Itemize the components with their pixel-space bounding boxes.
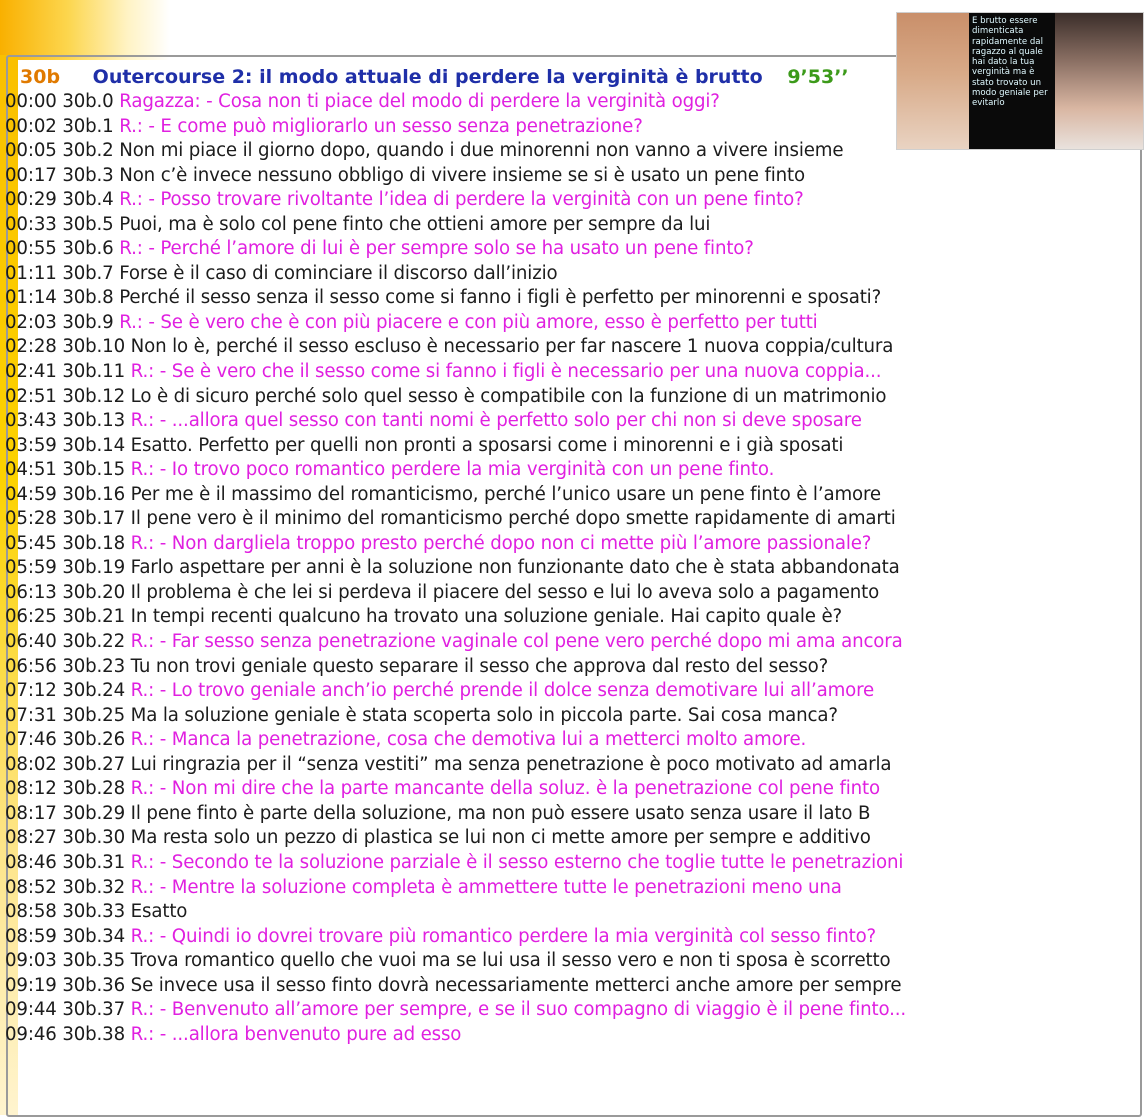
line-timestamp: 05:28 bbox=[5, 508, 57, 530]
line-text: R.: - Posso trovare rivoltante l’idea di perdere la verginità con un pene finto? bbox=[119, 189, 804, 211]
line-id: 30b.9 bbox=[62, 311, 114, 333]
transcript-line bbox=[5, 483, 1135, 508]
line-timestamp: 05:59 bbox=[5, 557, 57, 579]
line-timestamp: 03:43 bbox=[5, 410, 57, 432]
line-timestamp: 08:46 bbox=[5, 851, 57, 873]
section-code: 30b bbox=[20, 66, 61, 88]
line-text: Trova romantico quello che vuoi ma se lui usa il sesso vero e non ti sposa è scorretto bbox=[130, 950, 891, 972]
line-text: R.: - Far sesso senza penetrazione vaginale col pene vero perché dopo mi ama ancora bbox=[130, 631, 903, 653]
line-id: 30b.18 bbox=[62, 532, 126, 554]
transcript-list bbox=[5, 90, 1135, 1047]
transcript-line bbox=[5, 1023, 1135, 1048]
line-id: 30b.0 bbox=[62, 91, 114, 112]
transcript-line bbox=[5, 974, 1135, 999]
line-timestamp: 08:59 bbox=[5, 925, 57, 947]
line-id: 30b.22 bbox=[62, 631, 126, 653]
line-timestamp: 01:11 bbox=[5, 262, 57, 284]
line-timestamp: 08:58 bbox=[5, 901, 57, 923]
line-timestamp: 06:13 bbox=[5, 581, 57, 603]
transcript-line bbox=[5, 728, 1135, 753]
line-text: Ma resta solo un pezzo di plastica se lui non ci mette amore per sempre e additivo bbox=[130, 827, 871, 849]
line-id: 30b.38 bbox=[62, 1023, 126, 1045]
transcript-line bbox=[5, 262, 1135, 287]
line-id: 30b.20 bbox=[62, 581, 126, 603]
transcript-line bbox=[5, 998, 1135, 1023]
line-timestamp: 08:17 bbox=[5, 802, 57, 824]
line-id: 30b.12 bbox=[62, 385, 126, 407]
transcript-line bbox=[5, 876, 1135, 901]
line-text: Forse è il caso di cominciare il discorso dall’inizio bbox=[119, 262, 558, 284]
line-timestamp: 00:55 bbox=[5, 238, 57, 260]
line-text: Esatto bbox=[130, 901, 188, 923]
line-timestamp: 06:40 bbox=[5, 631, 57, 653]
line-text: Lo è di sicuro perché solo quel sesso è compatibile con la funzione di un matrimonio bbox=[130, 385, 887, 407]
transcript-line bbox=[5, 851, 1135, 876]
line-id: 30b.25 bbox=[62, 704, 126, 726]
transcript-line bbox=[5, 753, 1135, 778]
line-id: 30b.24 bbox=[62, 680, 126, 702]
line-timestamp: 07:12 bbox=[5, 680, 57, 702]
line-text: R.: - Non dargliela troppo presto perché dopo non ci mette più l’amore passionale? bbox=[130, 532, 872, 554]
line-timestamp: 09:03 bbox=[5, 950, 57, 972]
line-id: 30b.19 bbox=[62, 557, 126, 579]
transcript-line bbox=[5, 335, 1135, 360]
line-id: 30b.3 bbox=[62, 164, 114, 186]
line-text: Il pene vero è il minimo del romanticismo perché dopo smette rapidamente di amarti bbox=[130, 508, 896, 530]
line-id: 30b.31 bbox=[62, 851, 126, 873]
line-timestamp: 00:00 bbox=[5, 91, 57, 112]
line-timestamp: 09:46 bbox=[5, 1023, 57, 1045]
line-text: Ragazza: - Cosa non ti piace del modo di perdere la verginità oggi? bbox=[119, 91, 720, 112]
line-text: R.: - Se è vero che è con più piacere e con più amore, esso è perfetto per tutti bbox=[119, 311, 818, 333]
line-text: R.: - Se è vero che il sesso come si fanno i figli è necessario per una nuova coppia... bbox=[130, 361, 882, 383]
line-id: 30b.15 bbox=[62, 459, 126, 481]
transcript-line bbox=[5, 213, 1135, 238]
line-id: 30b.21 bbox=[62, 606, 126, 628]
thumbnail-caption: E brutto essere dimenticata rapidamente dal ragazzo al quale hai dato la tua verginità ma è stato trovato un modo geniale per evitarlo bbox=[969, 13, 1055, 149]
line-id: 30b.33 bbox=[62, 901, 126, 923]
line-id: 30b.4 bbox=[62, 189, 114, 211]
line-text: Per me è il massimo del romanticismo, perché l’unico usare un pene finto è l’amore bbox=[130, 483, 881, 505]
line-text: In tempi recenti qualcuno ha trovato una soluzione geniale. Hai capito quale è? bbox=[130, 606, 843, 628]
line-timestamp: 03:59 bbox=[5, 434, 57, 456]
line-timestamp: 07:31 bbox=[5, 704, 57, 726]
line-timestamp: 08:27 bbox=[5, 827, 57, 849]
line-text: R.: - Io trovo poco romantico perdere la mia verginità con un pene finto. bbox=[130, 459, 775, 481]
line-text: Non lo è, perché il sesso escluso è necessario per far nascere 1 nuova coppia/cultura bbox=[130, 336, 894, 358]
line-id: 30b.13 bbox=[62, 410, 126, 432]
transcript-line bbox=[5, 556, 1135, 581]
transcript-line bbox=[5, 115, 1135, 140]
line-id: 30b.5 bbox=[62, 213, 114, 235]
line-id: 30b.30 bbox=[62, 827, 126, 849]
line-timestamp: 04:51 bbox=[5, 459, 57, 481]
line-id: 30b.23 bbox=[62, 655, 126, 677]
transcript-line bbox=[5, 434, 1135, 459]
line-timestamp: 05:45 bbox=[5, 532, 57, 554]
transcript-line bbox=[5, 286, 1135, 311]
line-text: Il problema è che lei si perdeva il piacere del sesso e lui lo aveva solo a pagamento bbox=[130, 581, 880, 603]
transcript-line bbox=[5, 802, 1135, 827]
transcript-line bbox=[5, 949, 1135, 974]
line-text: Lui ringrazia per il “senza vestiti” ma senza penetrazione è poco motivato ad amarla bbox=[130, 753, 892, 775]
line-timestamp: 00:02 bbox=[5, 115, 57, 137]
line-text: Tu non trovi geniale questo separare il sesso che approva dal resto del sesso? bbox=[130, 655, 829, 677]
line-id: 30b.26 bbox=[62, 729, 126, 751]
line-text: Farlo aspettare per anni è la soluzione non funzionante dato che è stata abbandonata bbox=[130, 557, 900, 579]
line-text: Il pene finto è parte della soluzione, ma non può essere usato senza usare il lato B bbox=[130, 802, 871, 824]
line-timestamp: 00:29 bbox=[5, 189, 57, 211]
line-text: Se invece usa il sesso finto dovrà necessariamente metterci anche amore per sempre bbox=[130, 974, 902, 996]
transcript-line bbox=[5, 164, 1135, 189]
line-id: 30b.35 bbox=[62, 950, 126, 972]
line-id: 30b.2 bbox=[62, 140, 114, 162]
line-text: Non mi piace il giorno dopo, quando i due minorenni non vanno a vivere insieme bbox=[119, 140, 844, 162]
transcript-line bbox=[5, 532, 1135, 557]
transcript-line bbox=[5, 581, 1135, 606]
line-text: Non c’è invece nessuno obbligo di vivere insieme se si è usato un pene finto bbox=[119, 164, 805, 186]
line-id: 30b.16 bbox=[62, 483, 126, 505]
line-timestamp: 00:05 bbox=[5, 140, 57, 162]
line-id: 30b.29 bbox=[62, 802, 126, 824]
transcript-line bbox=[5, 925, 1135, 950]
line-text: Esatto. Perfetto per quelli non pronti a sposarsi come i minorenni e i già sposati bbox=[130, 434, 844, 456]
line-timestamp: 08:12 bbox=[5, 778, 57, 800]
line-timestamp: 02:41 bbox=[5, 361, 57, 383]
transcript-line bbox=[5, 679, 1135, 704]
line-timestamp: 02:51 bbox=[5, 385, 57, 407]
line-text: R.: - Benvenuto all’amore per sempre, e se il suo compagno di viaggio è il pene finto... bbox=[130, 999, 907, 1021]
transcript-line bbox=[5, 900, 1135, 925]
line-text: Puoi, ma è solo col pene finto che ottieni amore per sempre da lui bbox=[119, 213, 711, 235]
line-id: 30b.36 bbox=[62, 974, 126, 996]
transcript-line bbox=[5, 409, 1135, 434]
transcript-line bbox=[5, 655, 1135, 680]
line-timestamp: 01:14 bbox=[5, 287, 57, 309]
line-text: R.: - Mentre la soluzione completa è ammettere tutte le penetrazioni meno una bbox=[130, 876, 842, 898]
line-text: R.: - Lo trovo geniale anch’io perché prende il dolce senza demotivare lui all’amore bbox=[130, 680, 875, 702]
line-text: R.: - ...allora quel sesso con tanti nomi è perfetto solo per chi non si deve sposare bbox=[130, 410, 862, 432]
transcript-line bbox=[5, 826, 1135, 851]
transcript-line bbox=[5, 90, 1135, 115]
section-title bbox=[20, 64, 849, 90]
line-text: R.: - Secondo te la soluzione parziale è il sesso esterno che toglie tutte le penetrazioni bbox=[130, 851, 904, 873]
line-id: 30b.10 bbox=[62, 336, 126, 358]
line-timestamp: 06:56 bbox=[5, 655, 57, 677]
transcript-line bbox=[5, 188, 1135, 213]
corner-gradient bbox=[0, 0, 170, 60]
section-heading: Outercourse 2: il modo attuale di perdere la verginità è brutto bbox=[92, 66, 763, 88]
line-id: 30b.11 bbox=[62, 361, 126, 383]
line-timestamp: 00:33 bbox=[5, 213, 57, 235]
line-id: 30b.14 bbox=[62, 434, 126, 456]
transcript-line bbox=[5, 630, 1135, 655]
line-id: 30b.7 bbox=[62, 262, 114, 284]
line-text: Perché il sesso senza il sesso come si fanno i figli è perfetto per minorenni e sposati? bbox=[119, 287, 882, 309]
line-timestamp: 07:46 bbox=[5, 729, 57, 751]
line-id: 30b.28 bbox=[62, 778, 126, 800]
line-id: 30b.34 bbox=[62, 925, 126, 947]
transcript-line bbox=[5, 237, 1135, 262]
line-timestamp: 06:25 bbox=[5, 606, 57, 628]
line-text: R.: - Perché l’amore di lui è per sempre solo se ha usato un pene finto? bbox=[119, 238, 754, 260]
section-duration: 9’53’’ bbox=[787, 66, 849, 88]
line-id: 30b.8 bbox=[62, 287, 114, 309]
line-timestamp: 09:44 bbox=[5, 999, 57, 1021]
line-id: 30b.17 bbox=[62, 508, 126, 530]
line-text: R.: - E come può migliorarlo un sesso senza penetrazione? bbox=[119, 115, 643, 137]
line-timestamp: 08:02 bbox=[5, 753, 57, 775]
transcript-line bbox=[5, 385, 1135, 410]
line-text: R.: - ...allora benvenuto pure ad esso bbox=[130, 1023, 462, 1045]
line-id: 30b.27 bbox=[62, 753, 126, 775]
transcript-line bbox=[5, 458, 1135, 483]
line-timestamp: 08:52 bbox=[5, 876, 57, 898]
transcript-line bbox=[5, 777, 1135, 802]
transcript-line bbox=[5, 360, 1135, 385]
transcript-line bbox=[5, 139, 1135, 164]
transcript-line bbox=[5, 311, 1135, 336]
line-timestamp: 02:28 bbox=[5, 336, 57, 358]
line-text: R.: - Non mi dire che la parte mancante della soluz. è la penetrazione col pene finto bbox=[130, 778, 880, 800]
transcript-line bbox=[5, 507, 1135, 532]
line-id: 30b.37 bbox=[62, 999, 126, 1021]
line-timestamp: 09:19 bbox=[5, 974, 57, 996]
transcript-line bbox=[5, 605, 1135, 630]
line-text: R.: - Manca la penetrazione, cosa che demotiva lui a metterci molto amore. bbox=[130, 729, 807, 751]
line-id: 30b.32 bbox=[62, 876, 126, 898]
transcript-line bbox=[5, 704, 1135, 729]
line-id: 30b.6 bbox=[62, 238, 114, 260]
line-text: R.: - Quindi io dovrei trovare più romantico perdere la mia verginità col sesso finto? bbox=[130, 925, 877, 947]
line-text: Ma la soluzione geniale è stata scoperta solo in piccola parte. Sai cosa manca? bbox=[130, 704, 838, 726]
line-timestamp: 02:03 bbox=[5, 311, 57, 333]
line-id: 30b.1 bbox=[62, 115, 114, 137]
line-timestamp: 00:17 bbox=[5, 164, 57, 186]
line-timestamp: 04:59 bbox=[5, 483, 57, 505]
